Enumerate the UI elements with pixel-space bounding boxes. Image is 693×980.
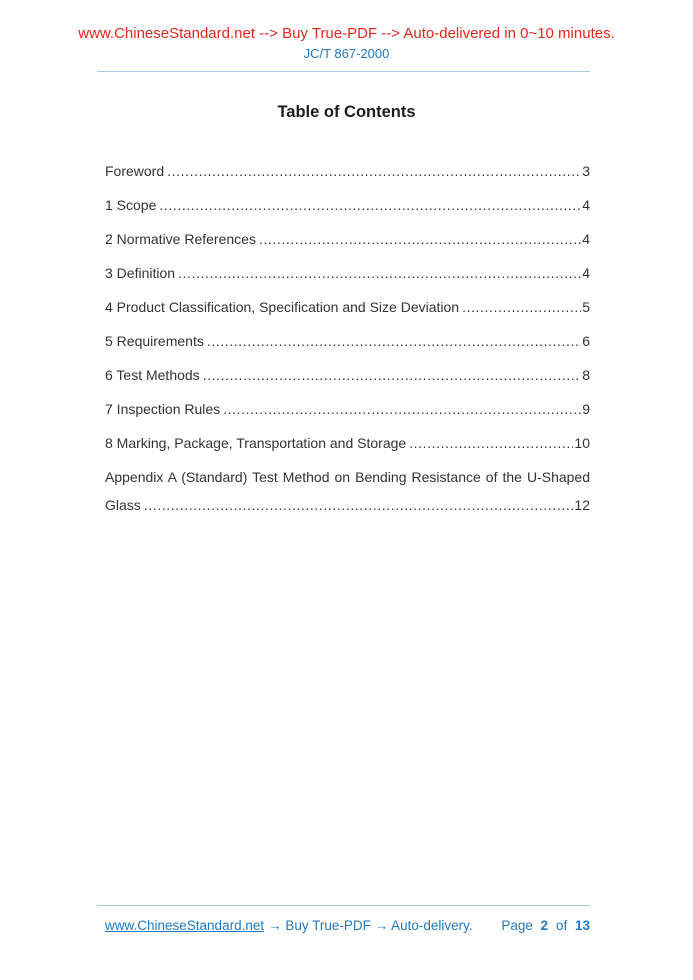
dot-leader	[409, 435, 573, 452]
page-header	[0, 24, 693, 72]
toc-entry-normative-references	[105, 231, 590, 248]
toc-entry-scope	[105, 197, 590, 214]
dot-leader	[259, 231, 581, 248]
toc-entry-product-classification	[105, 299, 590, 316]
toc-entry-page: 4	[582, 231, 590, 247]
toc-entry-label: Appendix A (Standard) Test Method on Bending Resistance of the U-Shaped	[105, 469, 590, 485]
dot-leader	[144, 497, 574, 514]
toc-entry-page: 5	[582, 299, 590, 315]
page-of-label: of	[555, 918, 568, 933]
toc-entry-appendix-a-line2	[105, 497, 590, 514]
header-divider	[97, 71, 590, 72]
toc-entry-page: 6	[582, 333, 590, 349]
toc-entry-page: 12	[574, 496, 590, 513]
toc-entry-definition	[105, 265, 590, 282]
page-footer	[97, 905, 590, 934]
dot-leader	[207, 333, 581, 350]
toc-entry-page: 3	[582, 163, 590, 179]
footer-tagline-text: → Buy True-PDF → Auto-delivery.	[268, 918, 473, 933]
toc-entry-page: 9	[582, 401, 590, 417]
page-label: Page	[501, 918, 533, 933]
toc-entry-page: 4	[582, 197, 590, 213]
dot-leader	[178, 265, 581, 282]
toc-entry-page: 8	[582, 367, 590, 383]
toc-entry-foreword	[105, 163, 590, 180]
toc-entry-page: 10	[574, 435, 590, 451]
dot-leader	[167, 163, 581, 180]
table-of-contents	[105, 163, 590, 514]
toc-entry-label: 2 Normative References	[105, 231, 256, 247]
toc-entry-inspection-rules	[105, 401, 590, 418]
dot-leader	[159, 197, 581, 214]
page-current: 2	[540, 918, 549, 933]
toc-entry-label: 3 Definition	[105, 265, 176, 281]
toc-entry-test-methods	[105, 367, 590, 384]
footer-tagline	[105, 917, 473, 934]
promo-banner: www.ChineseStandard.net --> Buy True-PDF --> Auto-delivered in 0~10 minutes.	[78, 25, 615, 42]
dot-leader	[223, 401, 581, 418]
toc-entry-label: Glass	[105, 496, 141, 513]
footer-website-link[interactable]: www.ChineseStandard.net	[105, 918, 265, 933]
toc-entry-marking-package	[105, 435, 590, 452]
page-title: Table of Contents	[277, 103, 416, 121]
toc-entry-requirements	[105, 333, 590, 350]
page-total: 13	[574, 918, 590, 933]
toc-entry-appendix-a	[105, 469, 590, 514]
toc-entry-label: Foreword	[105, 163, 165, 179]
page-indicator	[501, 917, 590, 934]
dot-leader	[462, 299, 581, 316]
toc-entry-label: 4 Product Classification, Specification and Size Deviation	[105, 299, 460, 315]
toc-entry-label: 7 Inspection Rules	[105, 401, 221, 417]
dot-leader	[203, 367, 582, 384]
toc-entry-label: 8 Marking, Package, Transportation and Storage	[105, 435, 407, 451]
standard-number: JC/T 867-2000	[303, 46, 390, 61]
toc-entry-label: 6 Test Methods	[105, 367, 200, 383]
toc-entry-label: 5 Requirements	[105, 333, 204, 349]
toc-entry-page: 4	[582, 265, 590, 281]
toc-entry-label: 1 Scope	[105, 197, 157, 213]
